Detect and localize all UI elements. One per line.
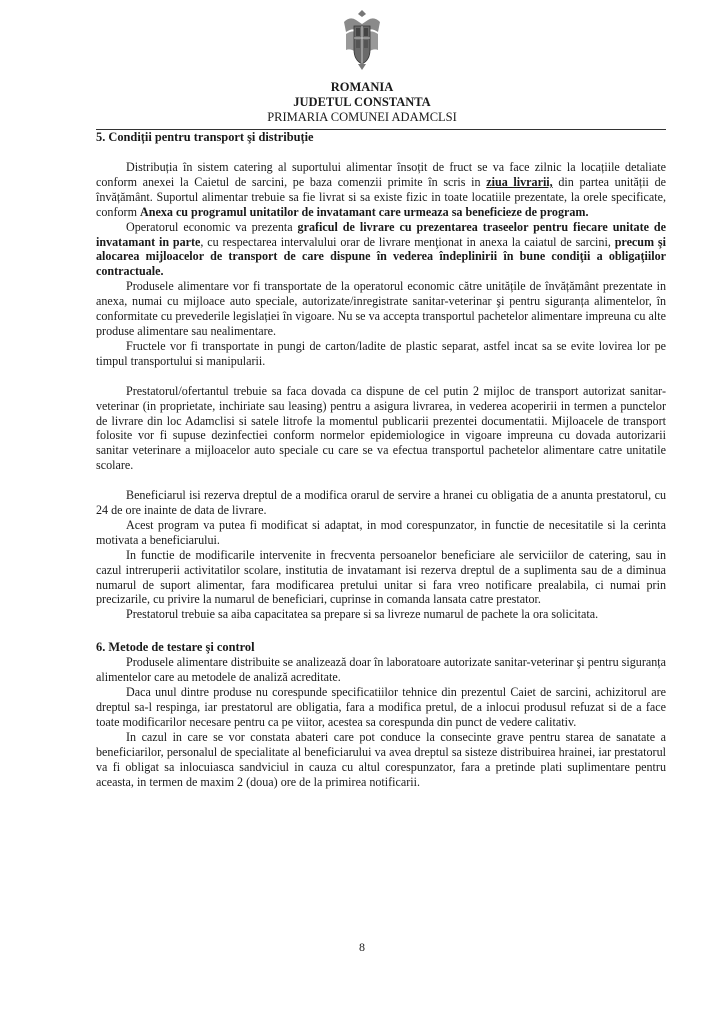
transport-allocation-emphasis: precum şi alocarea mijloacelor de transport de care dispune în vederea îndeplinirii în bune condiţii a obligaţiilor contractuale. — [96, 234, 666, 279]
institution-name: PRIMARIA COMUNEI ADAMCLSI — [267, 110, 457, 124]
section-5-paragraph-9: Prestatorul trebuie sa aiba capacitatea sa prepare si sa livreze numarul de pachete la ora solicitata. — [126, 607, 599, 622]
text-run: din partea unității de învățământ. Suportul alimentar trebuie sa fie livrat si sa existe fizic in toate locatiile prezentate, la orele specificate, conform — [96, 174, 666, 219]
delivery-schedule-emphasis: graficul de livrare cu prezentarea traseelor pentru fiecare unitate de invatamant in parte — [96, 219, 667, 249]
letterhead — [0, 80, 724, 125]
delivery-day-emphasis: ziua livrarii, — [486, 174, 553, 189]
section-5-title: 5. Condiții pentru transport şi distribuție — [96, 130, 314, 144]
text-run: , cu respectarea intervalului orar de livrare menţionat in anexa la caiatul de sarcini, — [200, 234, 615, 249]
section-5-paragraph-2 — [96, 220, 666, 280]
county-name: JUDETUL CONSTANTA — [293, 95, 431, 109]
annex-emphasis: Anexa cu programul unitatilor de invatamant care urmeaza sa beneficieze de program. — [140, 204, 589, 219]
section-5-paragraph-4: Fructele vor fi transportate in pungi de carton/ladite de plastic separat, astfel incat sa se evite lovirea lor pe timpul transportului si manipularii. — [96, 338, 666, 368]
section-5-paragraph-3: Produsele alimentare vor fi transportate de la operatorul economic către unitățile de învățământ prezentate in anexa, numai cu mijloace auto speciale, autorizate/inregistrate sanitar-veterinar şi pentru siguranța alimentelor, în conformitate cu prevederile legislației în vigoare. Nu se va accepta transportul pachetelor alimentare impreuna cu alte produse alimentare sau nealimentare. — [96, 279, 666, 338]
section-6-title: 6. Metode de testare şi control — [96, 640, 255, 655]
section-5-paragraph-5: Prestatorul/ofertantul trebuie sa faca dovada ca dispune de cel putin 2 mijloc de transport autorizat sanitar-veterinar (in proprietate, inchiriate sau leasing) pentru a asigura livrarea, in vederea acoperirii in termen a punctelor de livrare din loc Adamclisi si satele litrofe la momentul publicarii prezentei documentatii. Mijloacele de transport folosite vor fi supuse dezinfectiei conform normelor epidemiologice in vigoare impreuna cu dovada autorizarii sanitar veterinare a mijloacelor auto speciale cu care se va efectua transportul pachetelor alimentare catre unitatile scolare. — [96, 383, 666, 473]
text-run: Distribuția în sistem catering al suportului alimentar însoțit de fruct se va face zilnic la locațiile detaliate conform anexei la Caietul de sarcini, pe baza comenzii primite în scris in — [96, 160, 666, 189]
section-5-paragraph-8: In functie de modificarile intervenite in frecventa persoanelor beneficiare ale serviciilor de catering, sau in cazul intreruperii activitatilor scolare, institutia de invatamant isi rezerva dreptul de a suplimenta sau de a diminua numarul de suport alimentar, fara modificarea pretului unitar si fara vreo notificare prealabila, ci numai prin precizarile, cu privire la numarul de beneficiari, cuprinse in comanda lansata catre prestator. — [96, 547, 666, 607]
section-5-paragraph-7: Acest program va putea fi modificat si adaptat, in mod corespunzator, in functie de necesitatile si la cerinta motivata a beneficiarului. — [96, 517, 666, 547]
section-6-paragraph-1: Produsele alimentare distribuite se analizează doar în laboratoare autorizate sanitar-veterinar şi pentru siguranța alimentelor care au metodele de analiză acreditate. — [96, 655, 666, 685]
text-run: Operatorul economic va prezenta — [126, 219, 298, 234]
document-body — [96, 130, 666, 789]
section-5-paragraph-6: Beneficiarul isi rezerva dreptul de a modifica orarul de servire a hranei cu obligatia de a anunta prestatorul, cu 24 de ore inainte de data de livrare. — [96, 488, 666, 518]
section-6-paragraph-2: Daca unul dintre produse nu corespunde specificatiilor tehnice din prezentul Caiet de sarcini, achizitorul are dreptul sa-l respinga, iar prestatorul are obligatia, fara a modifica pretul, de a inlocui produsul refuzat si de a face toate modificarilor necesare pentru ca pe viitor, acestea sa corespunda din punct de vedere calitativ. — [96, 685, 666, 729]
page-number: 8 — [359, 940, 365, 954]
coat-of-arms-icon — [342, 8, 382, 72]
section-5-paragraph-1 — [96, 160, 666, 220]
country-name: ROMANIA — [330, 80, 394, 94]
section-6-paragraph-3: In cazul in care se vor constata abateri care pot conduce la consecinte grave pentru starea de sanatate a beneficiarilor, personalul de specialitate al beneficiarului va avea dreptul sa sisteze distribuirea hrainei, iar prestatorul va fi obligat sa inlocuiasca sandviciul in cauza cu altul corespunzator, fara a pretinde plati suplimentare pentru aceasta, in termen de maxim 2 (doua) ore de la primirea notificarii. — [96, 729, 666, 789]
